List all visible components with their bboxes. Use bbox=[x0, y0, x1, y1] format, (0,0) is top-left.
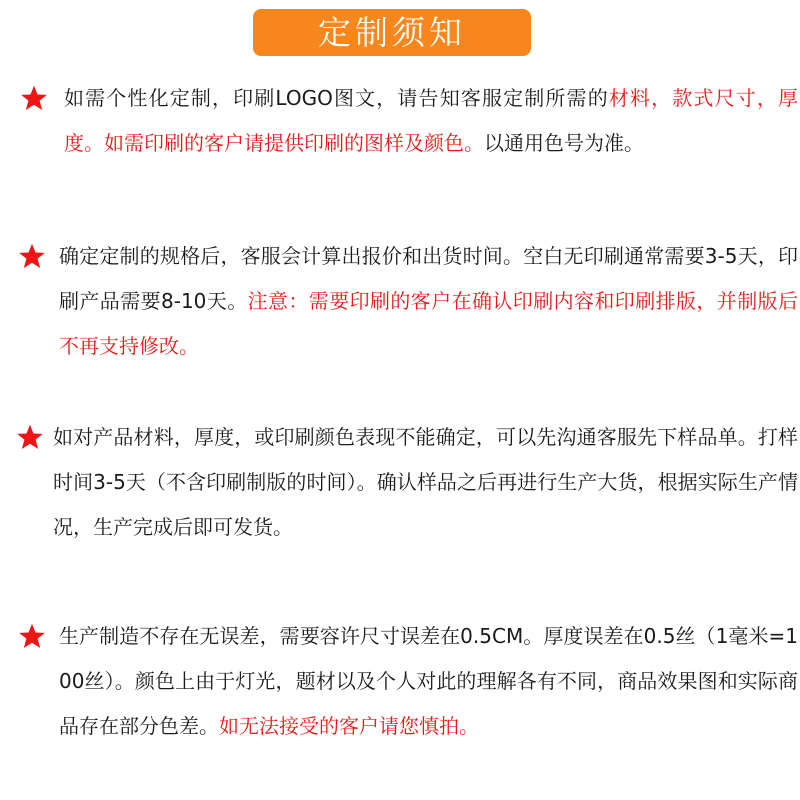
highlight-segment: 材料，款式尺寸，厚度。如需印刷的客户请提供印刷的图样及颜色。 bbox=[64, 86, 799, 155]
star-icon bbox=[18, 242, 46, 270]
notice-text-2 bbox=[59, 234, 798, 369]
star-icon bbox=[20, 84, 48, 112]
text-segment: 如对产品材料，厚度，或印刷颜色表现不能确定，可以先沟通客服先下样品单。打样时间3-5天（不含印刷制版的时间）。确认样品之后再进行生产大货，根据实际生产情况，生产完成后即可发货。 bbox=[53, 425, 798, 539]
text-segment: 生产制造不存在无误差，需要容许尺寸误差在0.5CM。厚度误差在0.5丝（1毫米=100丝）。颜色上由于灯光，题材以及个人对此的理解各有不同，商品效果图和实际商品存在部分色差。 bbox=[59, 624, 798, 738]
page-title: 定制须知 bbox=[318, 13, 466, 52]
text-segment: 以通用色号为准。 bbox=[484, 131, 644, 155]
star-icon bbox=[16, 423, 44, 451]
title-banner bbox=[253, 9, 531, 56]
text-segment: 如需个性化定制，印刷LOGO图文，请告知客服定制所需的 bbox=[64, 86, 609, 110]
notice-text-3 bbox=[53, 415, 798, 550]
star-icon bbox=[18, 622, 46, 650]
text-segment: 确定定制的规格后，客服会计算出报价和出货时间。空白无印刷通常需要3-5天，印刷产品需要8-10天。 bbox=[59, 244, 798, 313]
highlight-segment: 注意：需要印刷的客户在确认印刷内容和印刷排版，并制版后不再支持修改。 bbox=[59, 289, 799, 358]
notice-text-1 bbox=[64, 76, 798, 166]
notice-text-4 bbox=[59, 614, 798, 749]
highlight-segment: 如无法接受的客户请您慎拍。 bbox=[219, 714, 479, 738]
